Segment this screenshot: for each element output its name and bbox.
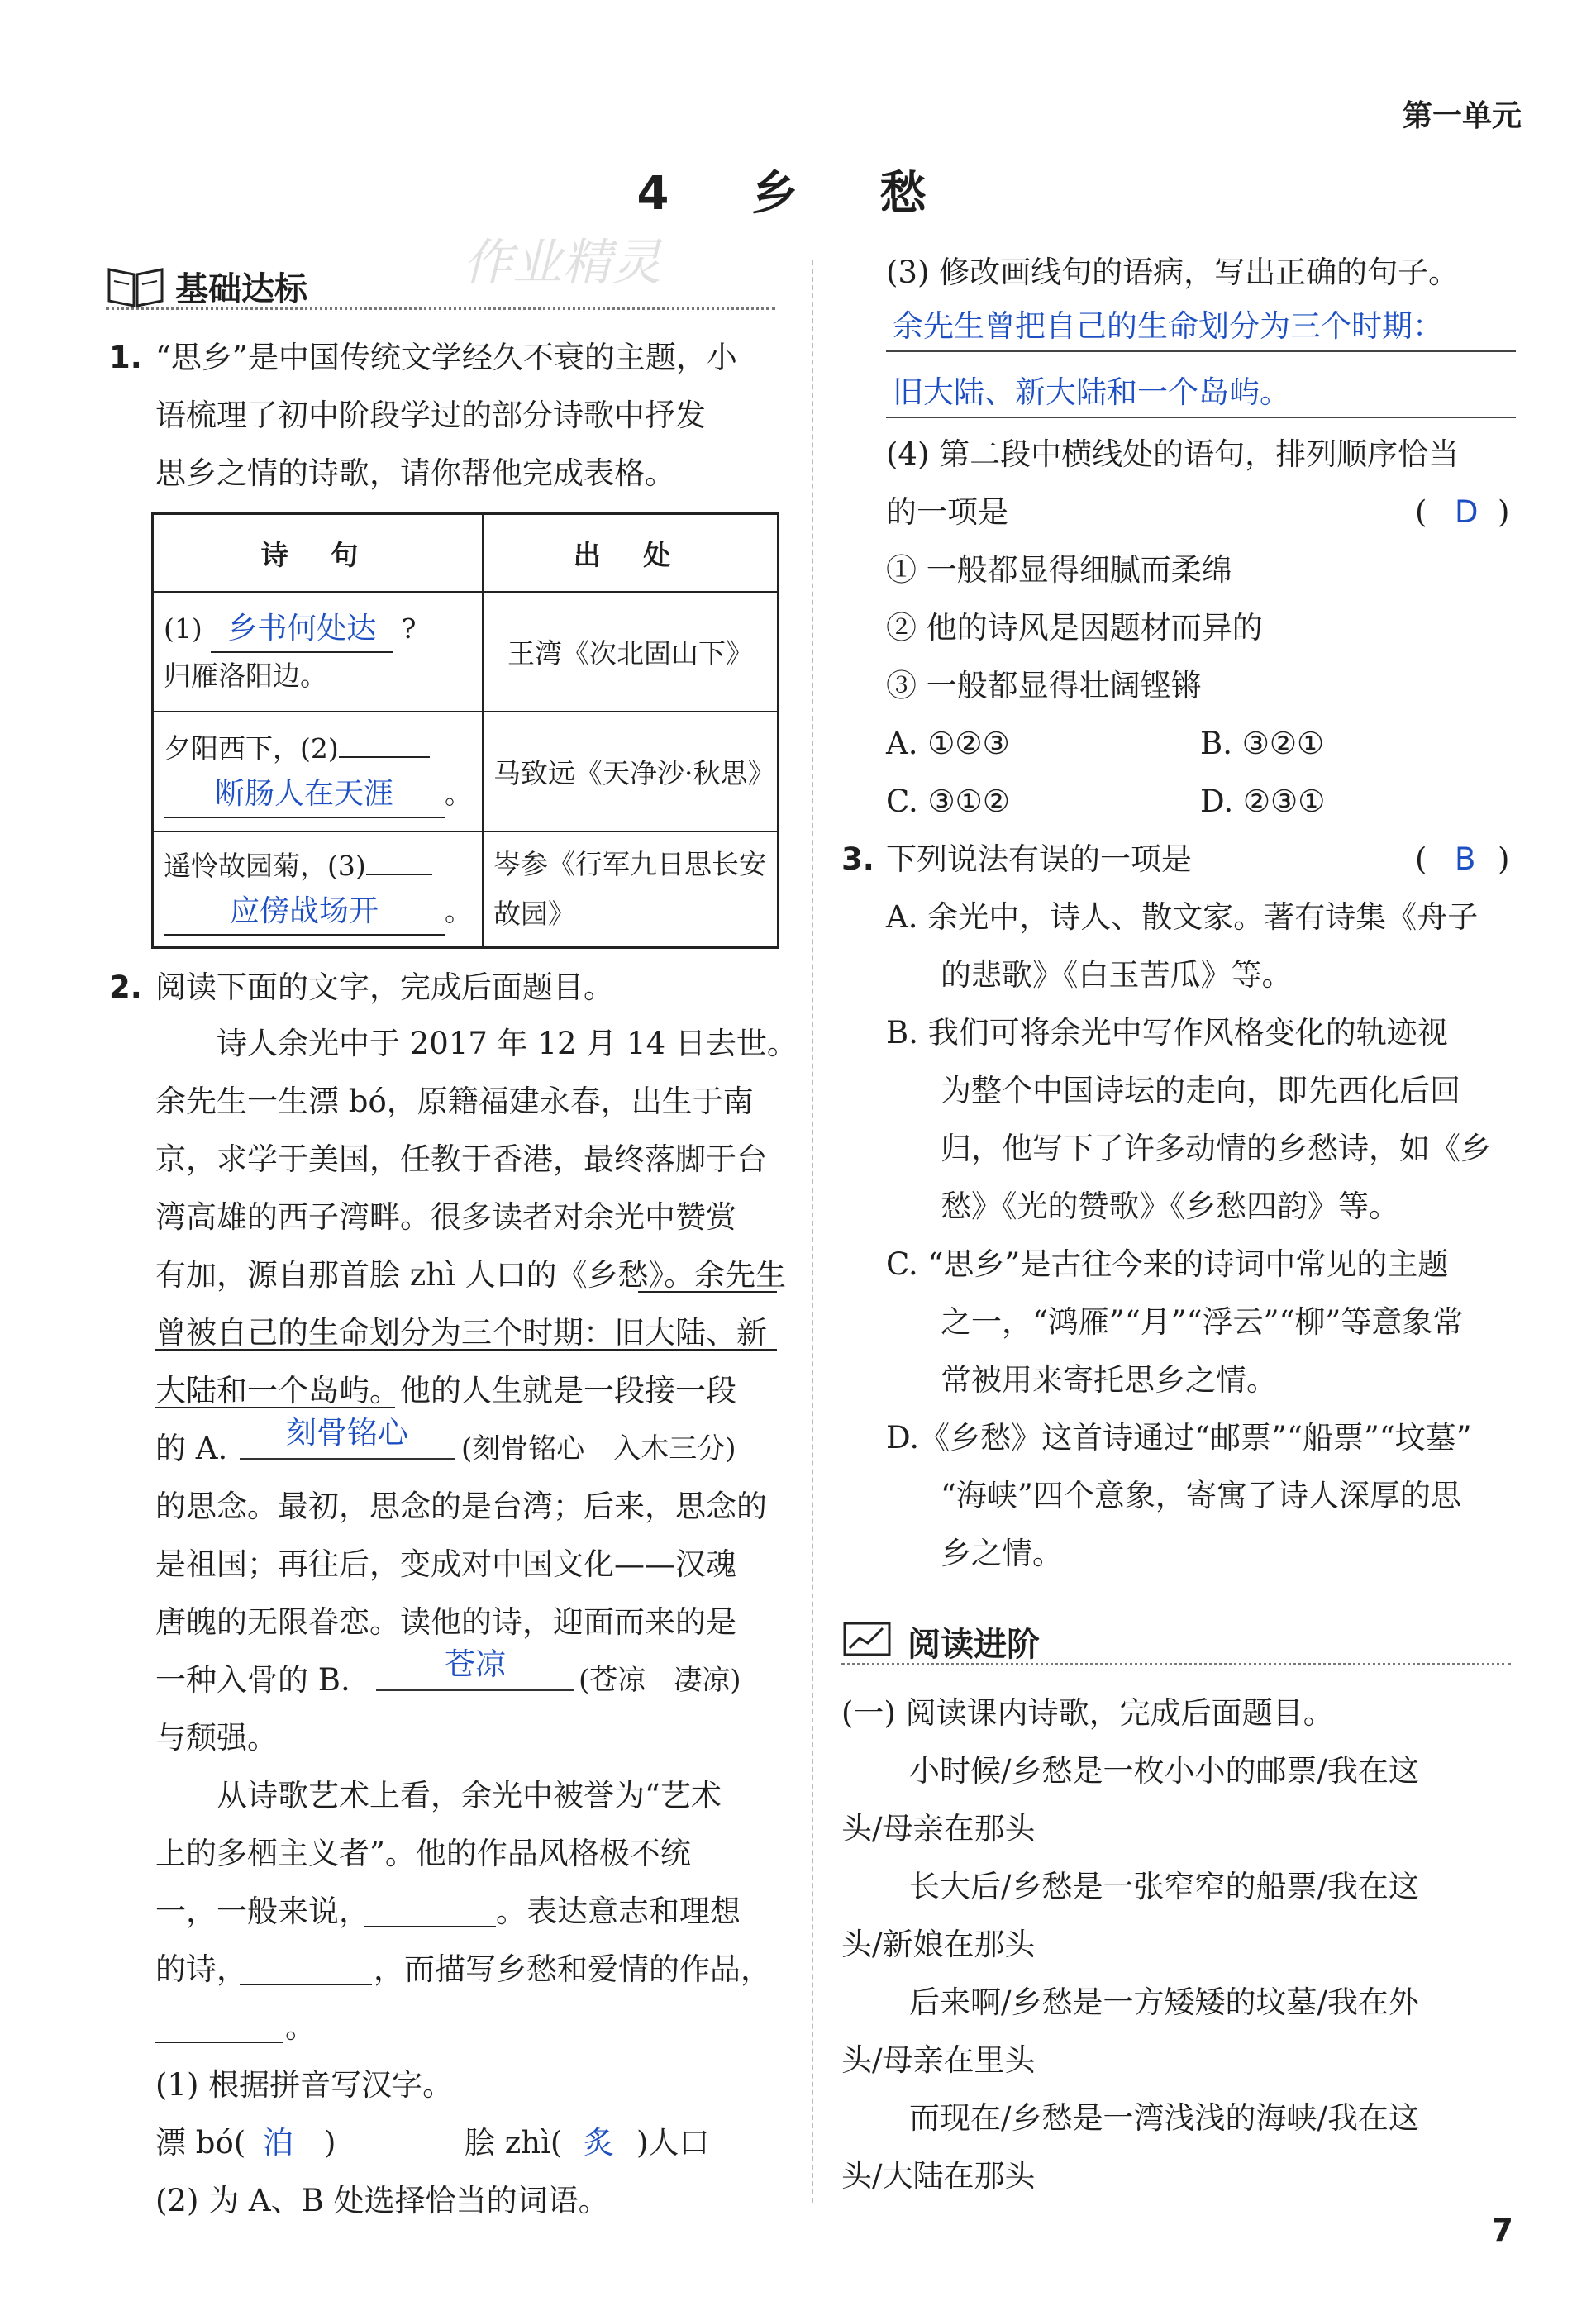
passage-line: ，而描写乡愁和爱情的作品， (374, 1951, 771, 1987)
column-divider (812, 260, 813, 2203)
poem-table (151, 512, 779, 949)
q3-option: C. “思乡”是古往今来的诗词中常见的主题 (886, 1246, 1449, 1282)
passage-line: 的 A. (155, 1431, 228, 1466)
passage-line: 一种入骨的 B. (155, 1662, 350, 1698)
table-header: 诗 句 (153, 514, 484, 593)
pinyin-after: )人口 (636, 2125, 710, 2161)
blank-line (364, 1926, 496, 1927)
passage-line: 的诗， (155, 1951, 247, 1987)
page-number: 7 (1491, 2212, 1513, 2248)
list-item: ① 一般都显得细腻而柔绵 (886, 552, 1232, 588)
paren: ) (1498, 494, 1510, 530)
table-row: 遥怜故园菊，(3) 应傍战场开 。 岑参《行军九日思长安故园》 (153, 831, 779, 947)
answer-text: 炙 (584, 2125, 614, 2161)
passage-line: 从诗歌艺术上看，余光中被誉为“艺术 (217, 1778, 722, 1813)
subquestion: 的一项是 (886, 494, 1008, 530)
answer-b: 苍凉 (376, 1640, 574, 1691)
q1-number: 1. (109, 340, 142, 375)
choice-item: C. ③①② (886, 784, 1011, 819)
pinyin-item: 漂 bó( (155, 2125, 246, 2161)
q3-option: D.《乡愁》这首诗通过“邮票”“船票”“坟墓” (886, 1420, 1472, 1456)
passage-line: 一，一般来说， (155, 1894, 369, 1929)
poem-line: 头/大陆在那头 (841, 2158, 1036, 2194)
table-source: 岑参《行军九日思长安故园》 (483, 831, 779, 947)
underline-mark (638, 1291, 777, 1293)
poem-line: 头/母亲在那头 (841, 1811, 1036, 1846)
section-divider (106, 307, 775, 310)
q3-option: 常被用来寄托思乡之情。 (941, 1362, 1277, 1398)
subquestion: (4) 第二段中横线处的语句，排列顺序恰当 (886, 436, 1460, 472)
pinyin-item: 脍 zhì( (465, 2125, 563, 2161)
paren: ( (1415, 494, 1427, 530)
reading-intro: (一) 阅读课内诗歌，完成后面题目。 (841, 1695, 1334, 1731)
subquestion: (3) 修改画线句的语病，写出正确的句子。 (886, 255, 1460, 290)
q3-option: B. 我们可将余光中写作风格变化的轨迹视 (886, 1015, 1448, 1051)
subquestion: (1) 根据拼音写汉字。 (155, 2067, 454, 2103)
q3-option: 乡之情。 (941, 1536, 1063, 1571)
answer-choice: D (1455, 494, 1479, 530)
table-row: (1) 乡书何处达 ? 归雁洛阳边。 王湾《次北固山下》 (153, 592, 779, 712)
passage-line: 诗人余光中于 2017 年 12 月 14 日去世。 (217, 1026, 798, 1061)
answer-text: 乡书何处达 (211, 606, 393, 653)
blank-line (240, 1984, 372, 1985)
underline-mark (155, 1349, 777, 1351)
answer-text: 余先生曾把自己的生命划分为三个时期： (893, 308, 1443, 344)
passage-line: 。表达意志和理想 (496, 1894, 741, 1929)
q3-option: 之一，“鸿雁”“月”“浮云”“柳”等意象常 (941, 1304, 1464, 1340)
passage-line: 与颓强。 (155, 1720, 278, 1756)
q3-stem: 下列说法有误的一项是 (886, 841, 1192, 877)
options-b: (苍凉 凄凉) (579, 1664, 741, 1697)
passage-line: 曾被自己的生命划分为三个时期：旧大陆、新 (155, 1315, 767, 1351)
q3-option: A. 余光中，诗人、散文家。著有诗集《舟子 (886, 899, 1479, 935)
table-source: 王湾《次北固山下》 (483, 592, 779, 712)
passage-line: 京，求学于美国，任教于香港，最终落脚于台 (155, 1141, 767, 1177)
watermark: 作业精灵 (463, 234, 661, 292)
paren: ( (1415, 841, 1427, 877)
poem-line: 长大后/乡愁是一张窄窄的船票/我在这 (909, 1869, 1419, 1904)
answer-a: 刻骨铭心 (240, 1408, 455, 1460)
passage-line: 唐魄的无限眷恋。读他的诗，迎面而来的是 (155, 1604, 736, 1640)
q1-line: 思乡之情的诗歌，请你帮他完成表格。 (155, 455, 675, 491)
q2-number: 2. (109, 970, 142, 1005)
q3-option: 为整个中国诗坛的走向，即先西化后回 (941, 1073, 1460, 1108)
passage-line: 。 (285, 2009, 316, 2045)
section-divider (841, 1663, 1511, 1665)
section-basic-title: 基础达标 (175, 270, 307, 308)
section-reading-title: 阅读进阶 (908, 1626, 1040, 1664)
choice-item: D. ②③① (1200, 784, 1326, 819)
answer-text: 断肠人在天涯 (164, 771, 445, 818)
chart-icon (841, 1618, 893, 1660)
table-header: 出 处 (483, 514, 779, 593)
blank-line (155, 2042, 283, 2043)
passage-line: 的思念。最初，思念的是台湾；后来，思念的 (155, 1489, 767, 1524)
passage-line: 余先生一生漂 bó，原籍福建永春，出生于南 (155, 1084, 754, 1119)
unit-label: 第一单元 (1402, 99, 1522, 133)
answer-line (886, 417, 1516, 418)
list-item: ② 他的诗风是因题材而异的 (886, 610, 1263, 646)
answer-line (886, 350, 1516, 352)
choice-item: B. ③②① (1200, 726, 1325, 761)
poem-line: 后来啊/乡愁是一方矮矮的坟墓/我在外 (909, 1984, 1419, 2020)
subquestion: (2) 为 A、B 处选择恰当的词语。 (155, 2183, 609, 2218)
page-title: 4 乡 愁 (636, 167, 960, 221)
q3-option: 归，他写下了许多动情的乡愁诗，如《乡 (941, 1131, 1491, 1166)
book-icon (106, 263, 165, 309)
q2-intro: 阅读下面的文字，完成后面题目。 (155, 970, 614, 1005)
q3-number: 3. (841, 841, 874, 877)
paren: ) (1498, 841, 1510, 877)
passage-line: 湾高雄的西子湾畔。很多读者对余光中赞赏 (155, 1199, 736, 1235)
answer-choice: B (1455, 841, 1476, 877)
paren: ) (324, 2125, 336, 2161)
answer-text: 泊 (263, 2125, 293, 2161)
options-a: (刻骨铭心 入木三分) (461, 1432, 736, 1465)
poem-line: 小时候/乡愁是一枚小小的邮票/我在这 (909, 1753, 1419, 1789)
q3-option: 的悲歌》《白玉苦瓜》等。 (941, 957, 1293, 993)
choice-item: A. ①②③ (886, 726, 1010, 761)
passage-line: 上的多栖主义者”。他的作品风格极不统 (155, 1836, 691, 1871)
q1-line: 语梳理了初中阶段学过的部分诗歌中抒发 (155, 398, 706, 433)
passage-line: 有加，源自那首脍 zhì 人口的《乡愁》。余先生 (155, 1257, 787, 1293)
poem-line: 头/新娘在那头 (841, 1927, 1036, 1962)
q3-option: “海峡”四个意象，寄寓了诗人深厚的思 (941, 1478, 1461, 1513)
q3-option: 愁》《光的赞歌》《乡愁四韵》等。 (941, 1189, 1399, 1224)
q1-line: “思乡”是中国传统文学经久不衰的主题，小 (155, 340, 737, 375)
poem-line: 头/母亲在里头 (841, 2042, 1036, 2078)
answer-text: 应傍战场开 (164, 889, 445, 936)
answer-text: 旧大陆、新大陆和一个岛屿。 (893, 374, 1290, 410)
list-item: ③ 一般都显得壮阔铿锵 (886, 668, 1202, 703)
poem-line: 而现在/乡愁是一湾浅浅的海峡/我在这 (909, 2100, 1419, 2136)
table-row: 夕阳西下，(2) 断肠人在天涯 。 马致远《天净沙·秋思》 (153, 712, 779, 831)
passage-line: 大陆和一个岛屿。他的人生就是一段接一段 (155, 1373, 736, 1408)
passage-line: 是祖国；再往后，变成对中国文化——汉魂 (155, 1546, 736, 1582)
table-source: 马致远《天净沙·秋思》 (483, 712, 779, 831)
